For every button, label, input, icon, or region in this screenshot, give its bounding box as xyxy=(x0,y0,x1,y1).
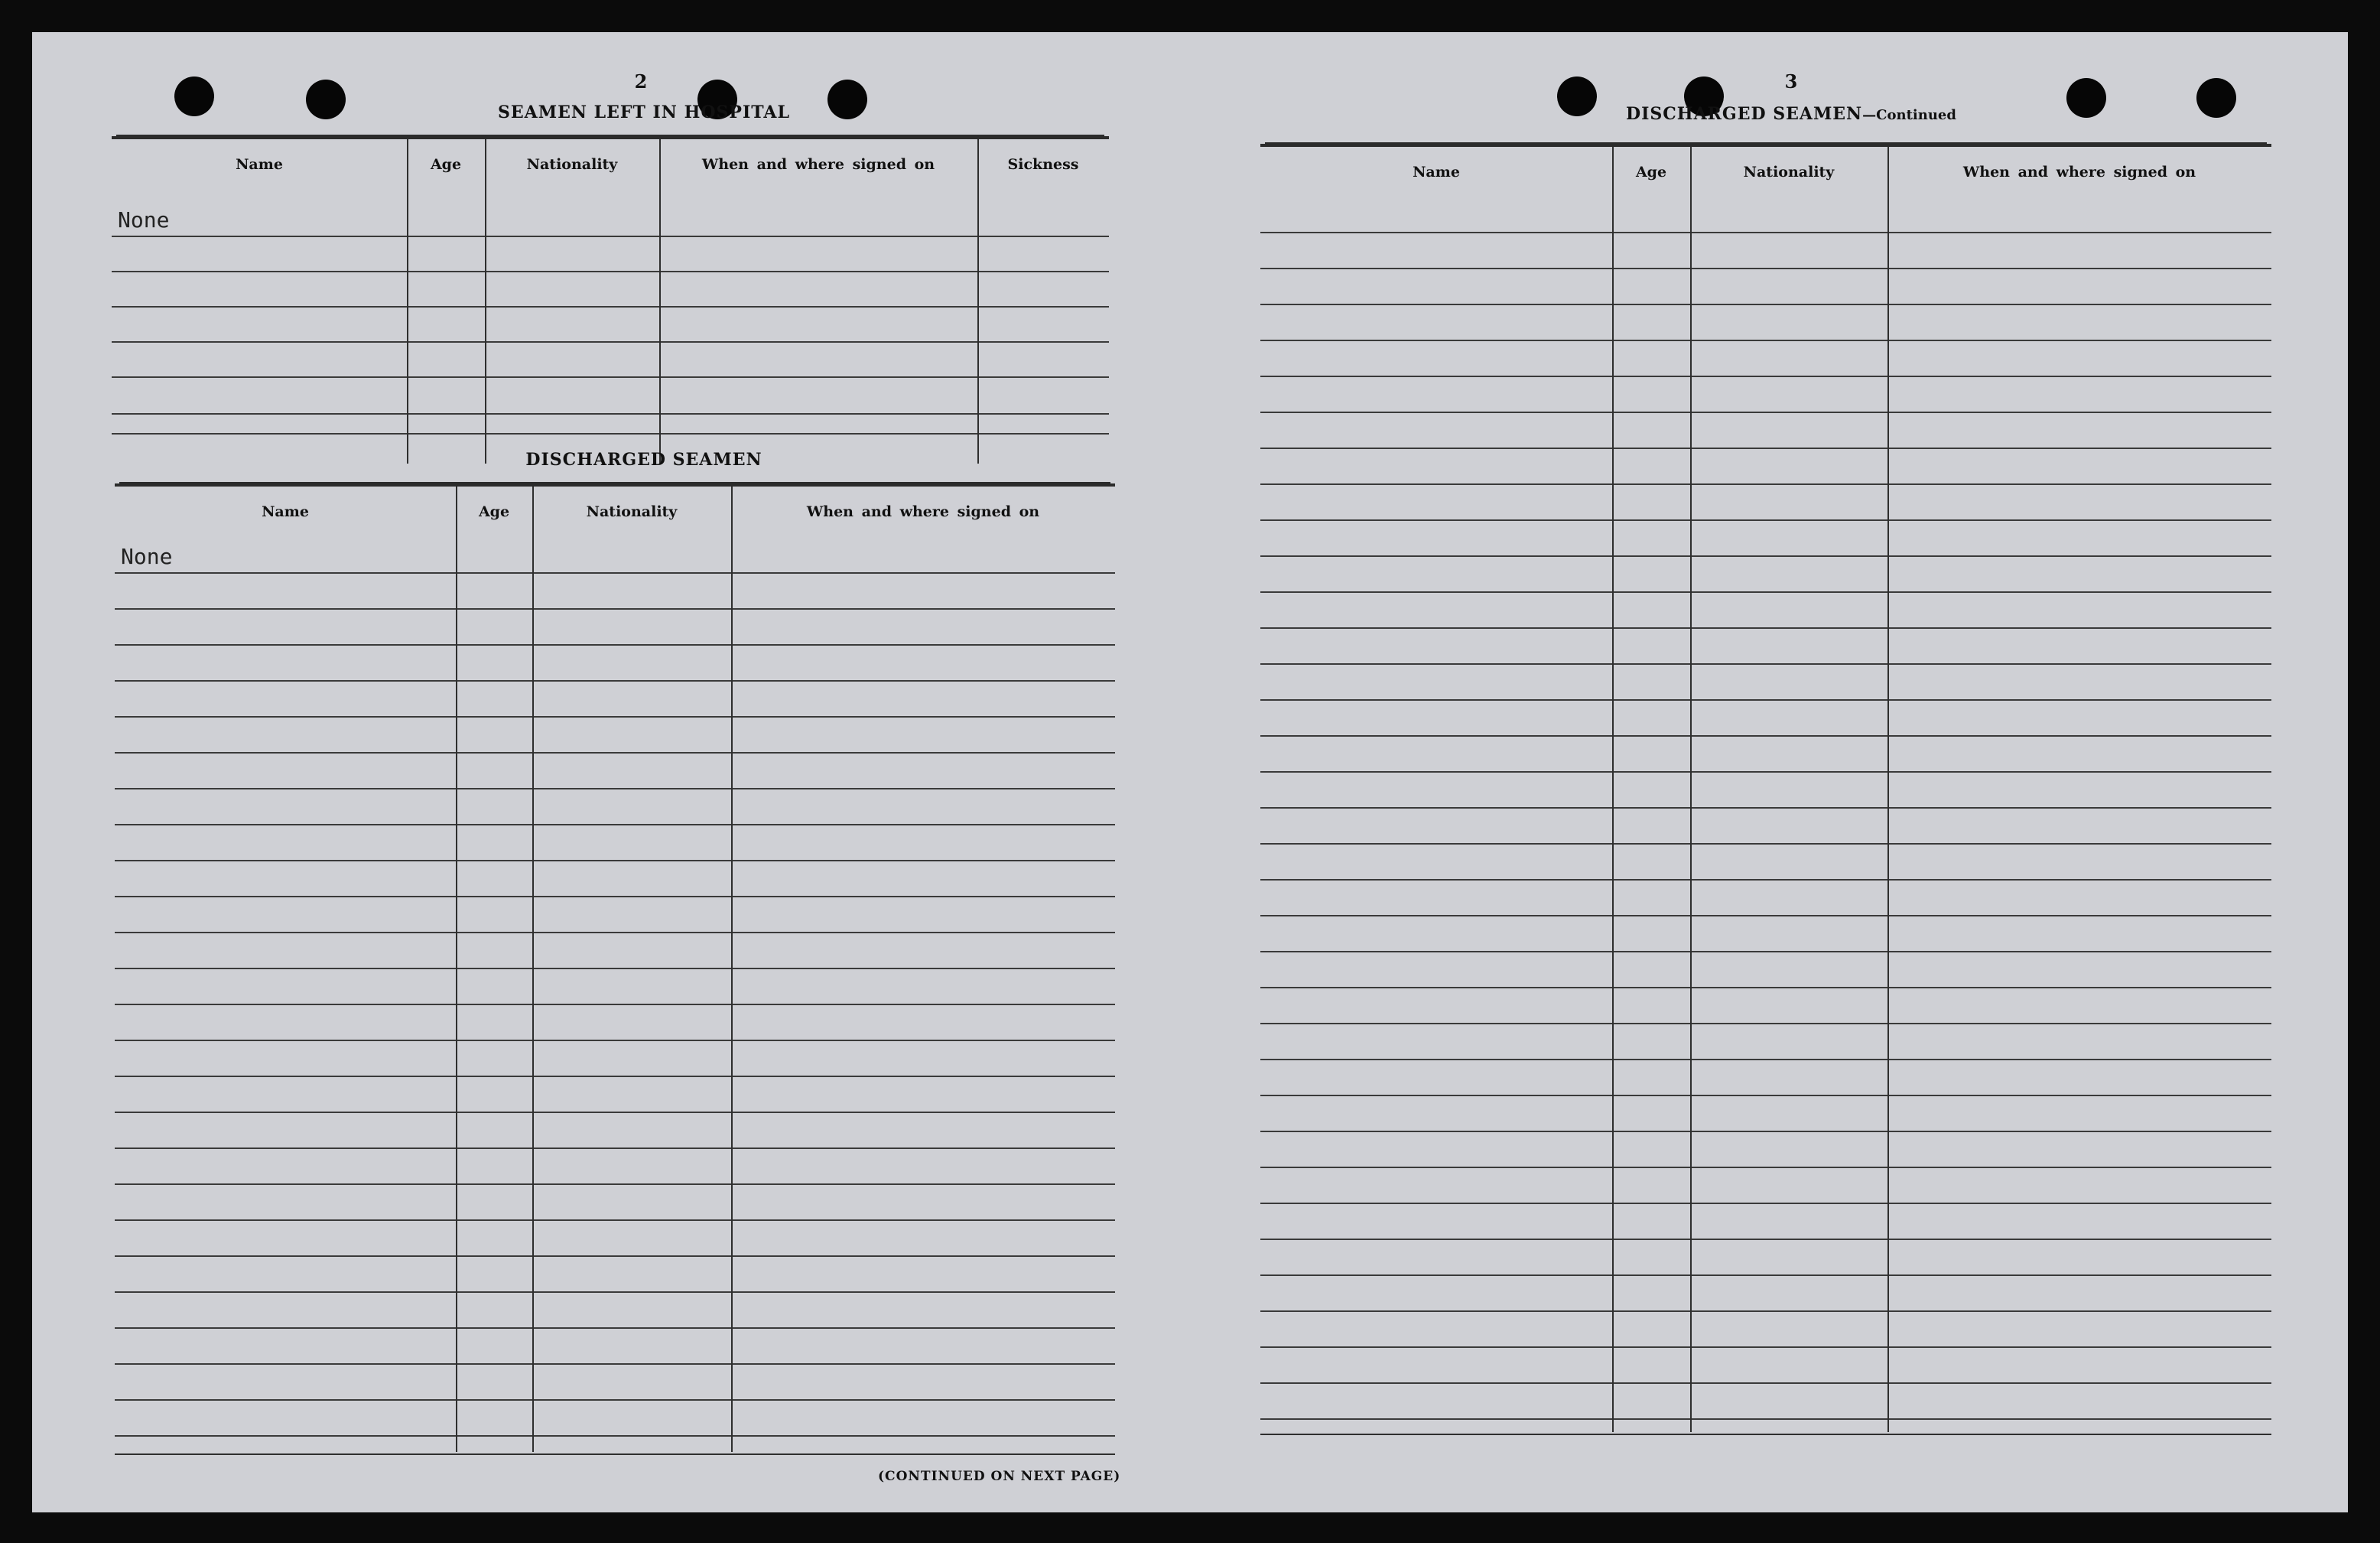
column-header-age: Age xyxy=(430,156,462,173)
table-row xyxy=(115,1401,1115,1437)
table-body xyxy=(112,190,1109,435)
table-row xyxy=(1260,341,2271,377)
table-row xyxy=(1260,1348,2271,1384)
table-row xyxy=(115,789,1115,825)
title-suffix: —Continued xyxy=(1862,107,1956,123)
table-row xyxy=(1260,1384,2271,1420)
table-row xyxy=(1260,773,2271,809)
table-row xyxy=(115,1257,1115,1293)
continued-note: (CONTINUED ON NEXT PAGE) xyxy=(878,1469,1121,1484)
page-number: 3 xyxy=(1784,70,1798,93)
page-number: 2 xyxy=(634,70,648,93)
column-header-nationality: Nationality xyxy=(586,503,678,520)
hospital-table xyxy=(112,136,1109,464)
discharged-table xyxy=(115,483,1115,1452)
table-row xyxy=(1260,988,2271,1024)
table-row xyxy=(115,969,1115,1005)
table-row xyxy=(1260,1060,2271,1096)
table-row xyxy=(1260,809,2271,845)
table-row xyxy=(1260,881,2271,916)
table-row xyxy=(115,754,1115,789)
title-text: DISCHARGED SEAMEN xyxy=(1626,104,1863,124)
table-row xyxy=(115,574,1115,610)
discharged-continued-title xyxy=(1562,104,2021,124)
table-row xyxy=(1260,1312,2271,1348)
table-row xyxy=(115,1365,1115,1401)
table-row xyxy=(112,415,1109,435)
table-row xyxy=(1260,737,2271,773)
table-row xyxy=(115,1185,1115,1221)
table-row xyxy=(115,1221,1115,1257)
column-header-nationality: Nationality xyxy=(526,156,618,173)
table-row xyxy=(1260,485,2271,521)
table-row xyxy=(115,1041,1115,1077)
column-header-sickness: Sickness xyxy=(1007,156,1079,173)
name-cell: None xyxy=(118,207,170,233)
table-row xyxy=(1260,233,2271,269)
table-row xyxy=(115,1005,1115,1041)
column-header-name: Name xyxy=(236,156,283,173)
table-row xyxy=(1260,521,2271,557)
punch-hole-icon xyxy=(2196,78,2236,118)
table-row xyxy=(115,897,1115,933)
table-row xyxy=(1260,377,2271,413)
table-row xyxy=(115,718,1115,754)
table-row xyxy=(1260,1132,2271,1168)
table-row xyxy=(1260,665,2271,701)
table-row xyxy=(112,272,1109,308)
discharged-table-title: DISCHARGED SEAMEN xyxy=(525,450,762,470)
table-row xyxy=(112,308,1109,343)
column-header-name: Name xyxy=(262,503,309,520)
document-sheet xyxy=(32,32,2348,1512)
table-row xyxy=(1260,952,2271,988)
table-row xyxy=(115,610,1115,646)
column-header-signed-on: When and where signed on xyxy=(1962,164,2196,181)
table-row xyxy=(115,537,1115,574)
table-row xyxy=(1260,845,2271,881)
table-row xyxy=(112,237,1109,272)
table-row xyxy=(1260,305,2271,341)
table-row xyxy=(115,825,1115,861)
column-header-nationality: Nationality xyxy=(1743,164,1835,181)
table-row xyxy=(1260,629,2271,665)
table-row xyxy=(112,343,1109,378)
table-row xyxy=(1260,1096,2271,1132)
punch-hole-icon xyxy=(174,76,214,116)
table-row xyxy=(115,682,1115,718)
table-row xyxy=(1260,1204,2271,1240)
column-header-age: Age xyxy=(1635,164,1667,181)
table-row xyxy=(112,378,1109,415)
table-row xyxy=(115,1077,1115,1113)
table-row xyxy=(1260,1240,2271,1276)
table-body xyxy=(1260,197,2271,1420)
table-row xyxy=(115,646,1115,682)
table-row xyxy=(115,1149,1115,1185)
hospital-table-title: SEAMEN LEFT IN HOSPITAL xyxy=(498,103,790,122)
column-header-signed-on: When and where signed on xyxy=(806,503,1040,520)
table-row xyxy=(112,190,1109,237)
table-row xyxy=(115,1293,1115,1329)
column-header-age: Age xyxy=(478,503,510,520)
table-row xyxy=(115,861,1115,897)
table-row xyxy=(1260,449,2271,485)
table-row xyxy=(1260,1276,2271,1312)
table-row xyxy=(1260,413,2271,449)
column-header-signed-on: When and where signed on xyxy=(701,156,935,173)
table-row xyxy=(1260,269,2271,305)
table-row xyxy=(115,933,1115,969)
name-cell: None xyxy=(121,544,173,569)
table-body xyxy=(115,537,1115,1437)
table-row xyxy=(115,1329,1115,1365)
table-row xyxy=(1260,557,2271,593)
table-row xyxy=(1260,1168,2271,1204)
discharged-continued-table xyxy=(1260,144,2271,1432)
table-row xyxy=(1260,701,2271,737)
table-row xyxy=(1260,593,2271,629)
table-row xyxy=(115,1113,1115,1149)
punch-hole-icon xyxy=(2066,78,2106,118)
table-row xyxy=(1260,916,2271,952)
table-row xyxy=(1260,1024,2271,1060)
table-row xyxy=(1260,197,2271,233)
column-header-name: Name xyxy=(1413,164,1460,181)
punch-hole-icon xyxy=(306,80,346,119)
